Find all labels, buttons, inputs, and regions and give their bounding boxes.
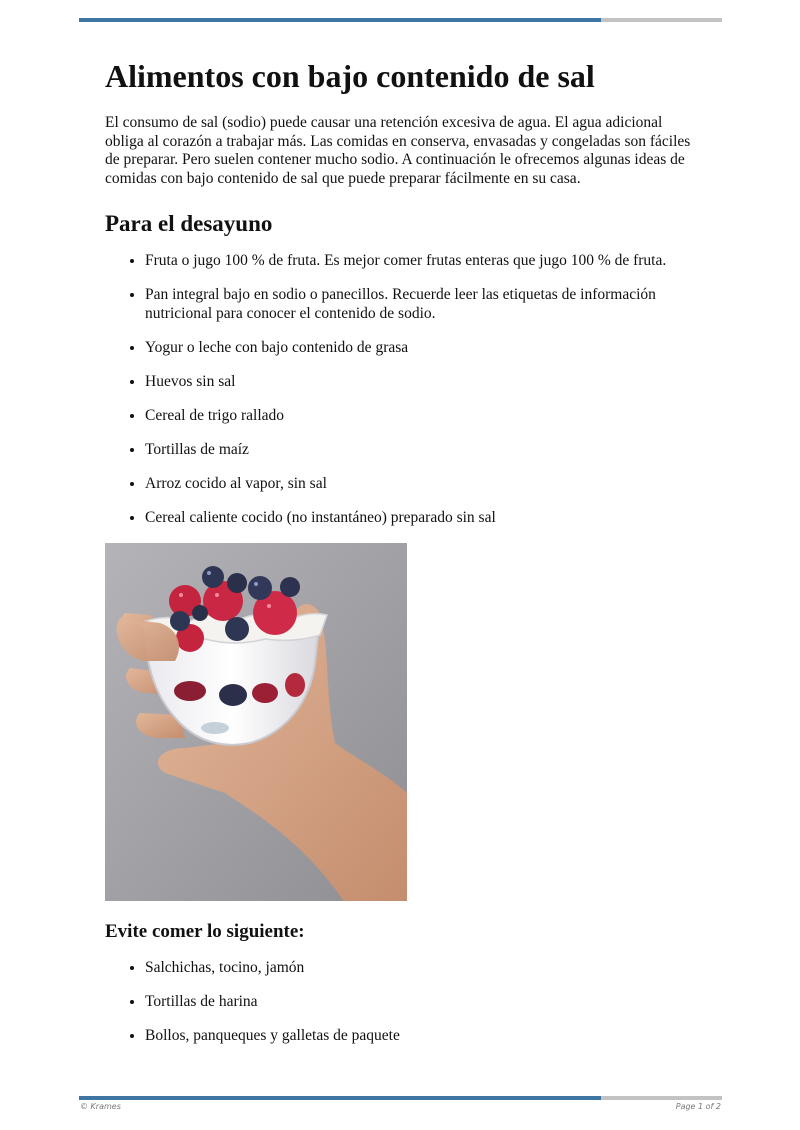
header-rule-blue (79, 18, 601, 22)
page-title: Alimentos con bajo contenido de sal (105, 58, 595, 94)
footer-page-number: Page 1 of 2 (675, 1102, 721, 1111)
list-item: • Salchichas, tocino, jamón (145, 959, 695, 978)
list-item: • Bollos, panqueques y galletas de paquete (145, 1027, 695, 1046)
list-item: • Cereal de trigo rallado (145, 407, 695, 426)
footer-rule-blue (79, 1096, 601, 1100)
breakfast-heading: Para el desayuno (105, 211, 273, 236)
avoid-heading: Evite comer lo siguiente: (105, 920, 305, 942)
footer-rule-grey (601, 1096, 722, 1100)
breakfast-list (105, 252, 695, 527)
footer-rule (79, 1096, 722, 1100)
list-item: • Tortillas de harina (145, 993, 695, 1012)
intro-paragraph: El consumo de sal (sodio) puede causar una retención excesiva de agua. El agua adicional obliga al corazón a trabajar más. Las comidas en conserva, envasadas y congeladas son fáciles de preparar. Pero suelen contener mucho sodio. A continuación le ofrecemos algunas ideas de comidas con bajo contenido de sal que puede preparar fácilmente en su casa. (105, 114, 691, 187)
footer-copyright: © Krames (80, 1102, 121, 1111)
header-rule (79, 18, 722, 22)
list-item: • Cereal caliente cocido (no instantáneo) preparado sin sal (145, 509, 695, 528)
list-item: • Arroz cocido al vapor, sin sal (145, 475, 695, 494)
list-item: • Pan integral bajo en sodio o panecillos. Recuerde leer las etiquetas de información nutricional para conocer el contenido de sodio. (145, 286, 695, 323)
list-item: • Yogur o leche con bajo contenido de grasa (145, 339, 695, 358)
list-item: • Tortillas de maíz (145, 441, 695, 460)
avoid-list (105, 959, 695, 1046)
yogurt-parfait-photo (105, 543, 407, 901)
document-body (105, 56, 695, 1061)
list-item: • Huevos sin sal (145, 373, 695, 392)
list-item: • Fruta o jugo 100 % de fruta. Es mejor comer frutas enteras que jugo 100 % de fruta. (145, 252, 695, 271)
header-rule-grey (601, 18, 722, 22)
